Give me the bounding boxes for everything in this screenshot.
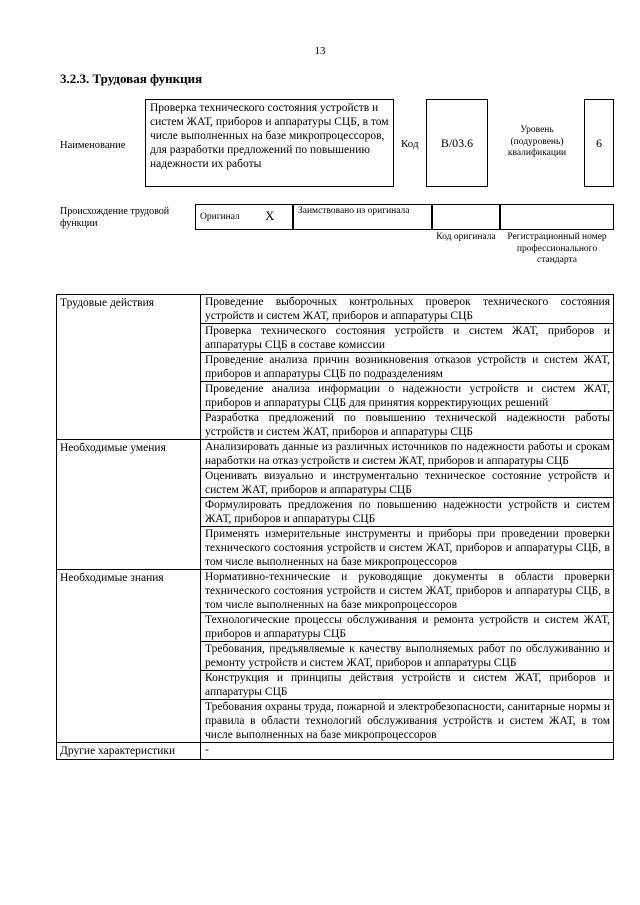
function-name-box: Проверка технического состояния устройств и систем ЖАТ, приборов и аппаратуры СЦБ, в том числе выполненных на базе микропроцессоров, для разработки предложений по повышению надежности их работы (145, 99, 394, 187)
code-original-cell (432, 204, 500, 230)
section-title: Трудовые действия (57, 295, 201, 440)
list-item: Требования, предъявляемые к качеству выполняемых работ по обслуживанию и ремонту устройств и систем ЖАТ, приборов и аппаратуры СЦБ (201, 642, 614, 671)
list-item: Формулировать предложения по повышению надежности устройств и систем ЖАТ, приборов и аппаратуры СЦБ (201, 498, 614, 527)
list-item: Анализировать данные из различных источников по надежности работы и срокам наработки на отказ устройств и систем ЖАТ, приборов и аппаратуры СЦБ (201, 440, 614, 469)
borrowed-label: Заимствовано из оригинала (298, 206, 410, 216)
list-item: Конструкция и принципы действия устройств и систем ЖАТ, приборов и аппаратуры СЦБ (201, 671, 614, 700)
page-number: 13 (314, 45, 326, 57)
list-item: Нормативно-технические и руководящие документы в области проверки технического состояния устройств и систем ЖАТ, приборов и аппаратуры СЦБ, в том числе выполненных на базе микропроцессоров (201, 570, 614, 613)
section-title: Другие характеристики (57, 743, 201, 760)
section-title: Необходимые знания (57, 570, 201, 743)
level-value-box: 6 (584, 99, 614, 187)
function-details-table (56, 294, 614, 760)
origin-label: Происхождение трудовой функции (60, 206, 170, 229)
table-row (57, 295, 614, 324)
original-label: Оригинал (200, 212, 240, 222)
list-item: Проведение анализа причин возникновения отказов устройств и систем ЖАТ, приборов и аппаратуры СЦБ по подразделениям (201, 353, 614, 382)
code-label: Код (401, 138, 419, 150)
reg-number-cell (500, 204, 614, 230)
list-item: Проверка технического состояния устройств и систем ЖАТ, приборов и аппаратуры СЦБ в составе комиссии (201, 324, 614, 353)
list-item: Оценивать визуально и инструментально техническое состояние устройств и систем ЖАТ, приборов и аппаратуры СЦБ (201, 469, 614, 498)
name-label: Наименование (60, 140, 126, 151)
list-item: Проведение анализа информации о надежности устройств и систем ЖАТ, приборов и аппаратуры СЦБ для принятия корректирующих решений (201, 382, 614, 411)
table-row (57, 743, 614, 760)
list-item: - (201, 743, 614, 760)
table-row (57, 440, 614, 469)
original-mark: X (265, 208, 275, 223)
reg-number-label: Регистрационный номер профессионального стандарта (507, 232, 607, 265)
code-original-label: Код оригинала (436, 232, 496, 242)
section-heading: 3.2.3. Трудовая функция (60, 71, 203, 86)
section-title: Необходимые умения (57, 440, 201, 570)
list-item: Технологические процессы обслуживания и ремонта устройств и систем ЖАТ, приборов и аппаратуры СЦБ (201, 613, 614, 642)
table-row (57, 570, 614, 613)
list-item: Применять измерительные инструменты и приборы при проведении проверки технического состояния устройств и систем ЖАТ, приборов и аппаратуры СЦБ, в том числе выполненных на базе микропроцессоров (201, 527, 614, 570)
list-item: Требования охраны труда, пожарной и электробезопасности, санитарные нормы и правила в области технологий обслуживания устройств и систем ЖАТ, в том числе выполненных на базе микропроцессоров (201, 700, 614, 743)
list-item: Разработка предложений по повышению технической надежности работы устройств и систем ЖАТ, приборов и аппаратуры СЦБ (201, 411, 614, 440)
list-item: Проведение выборочных контрольных проверок технического состояния устройств и систем ЖАТ, приборов и аппаратуры СЦБ (201, 295, 614, 324)
level-label: Уровень (подуровень) квалификации (507, 125, 567, 158)
function-code-box: B/03.6 (426, 99, 488, 187)
